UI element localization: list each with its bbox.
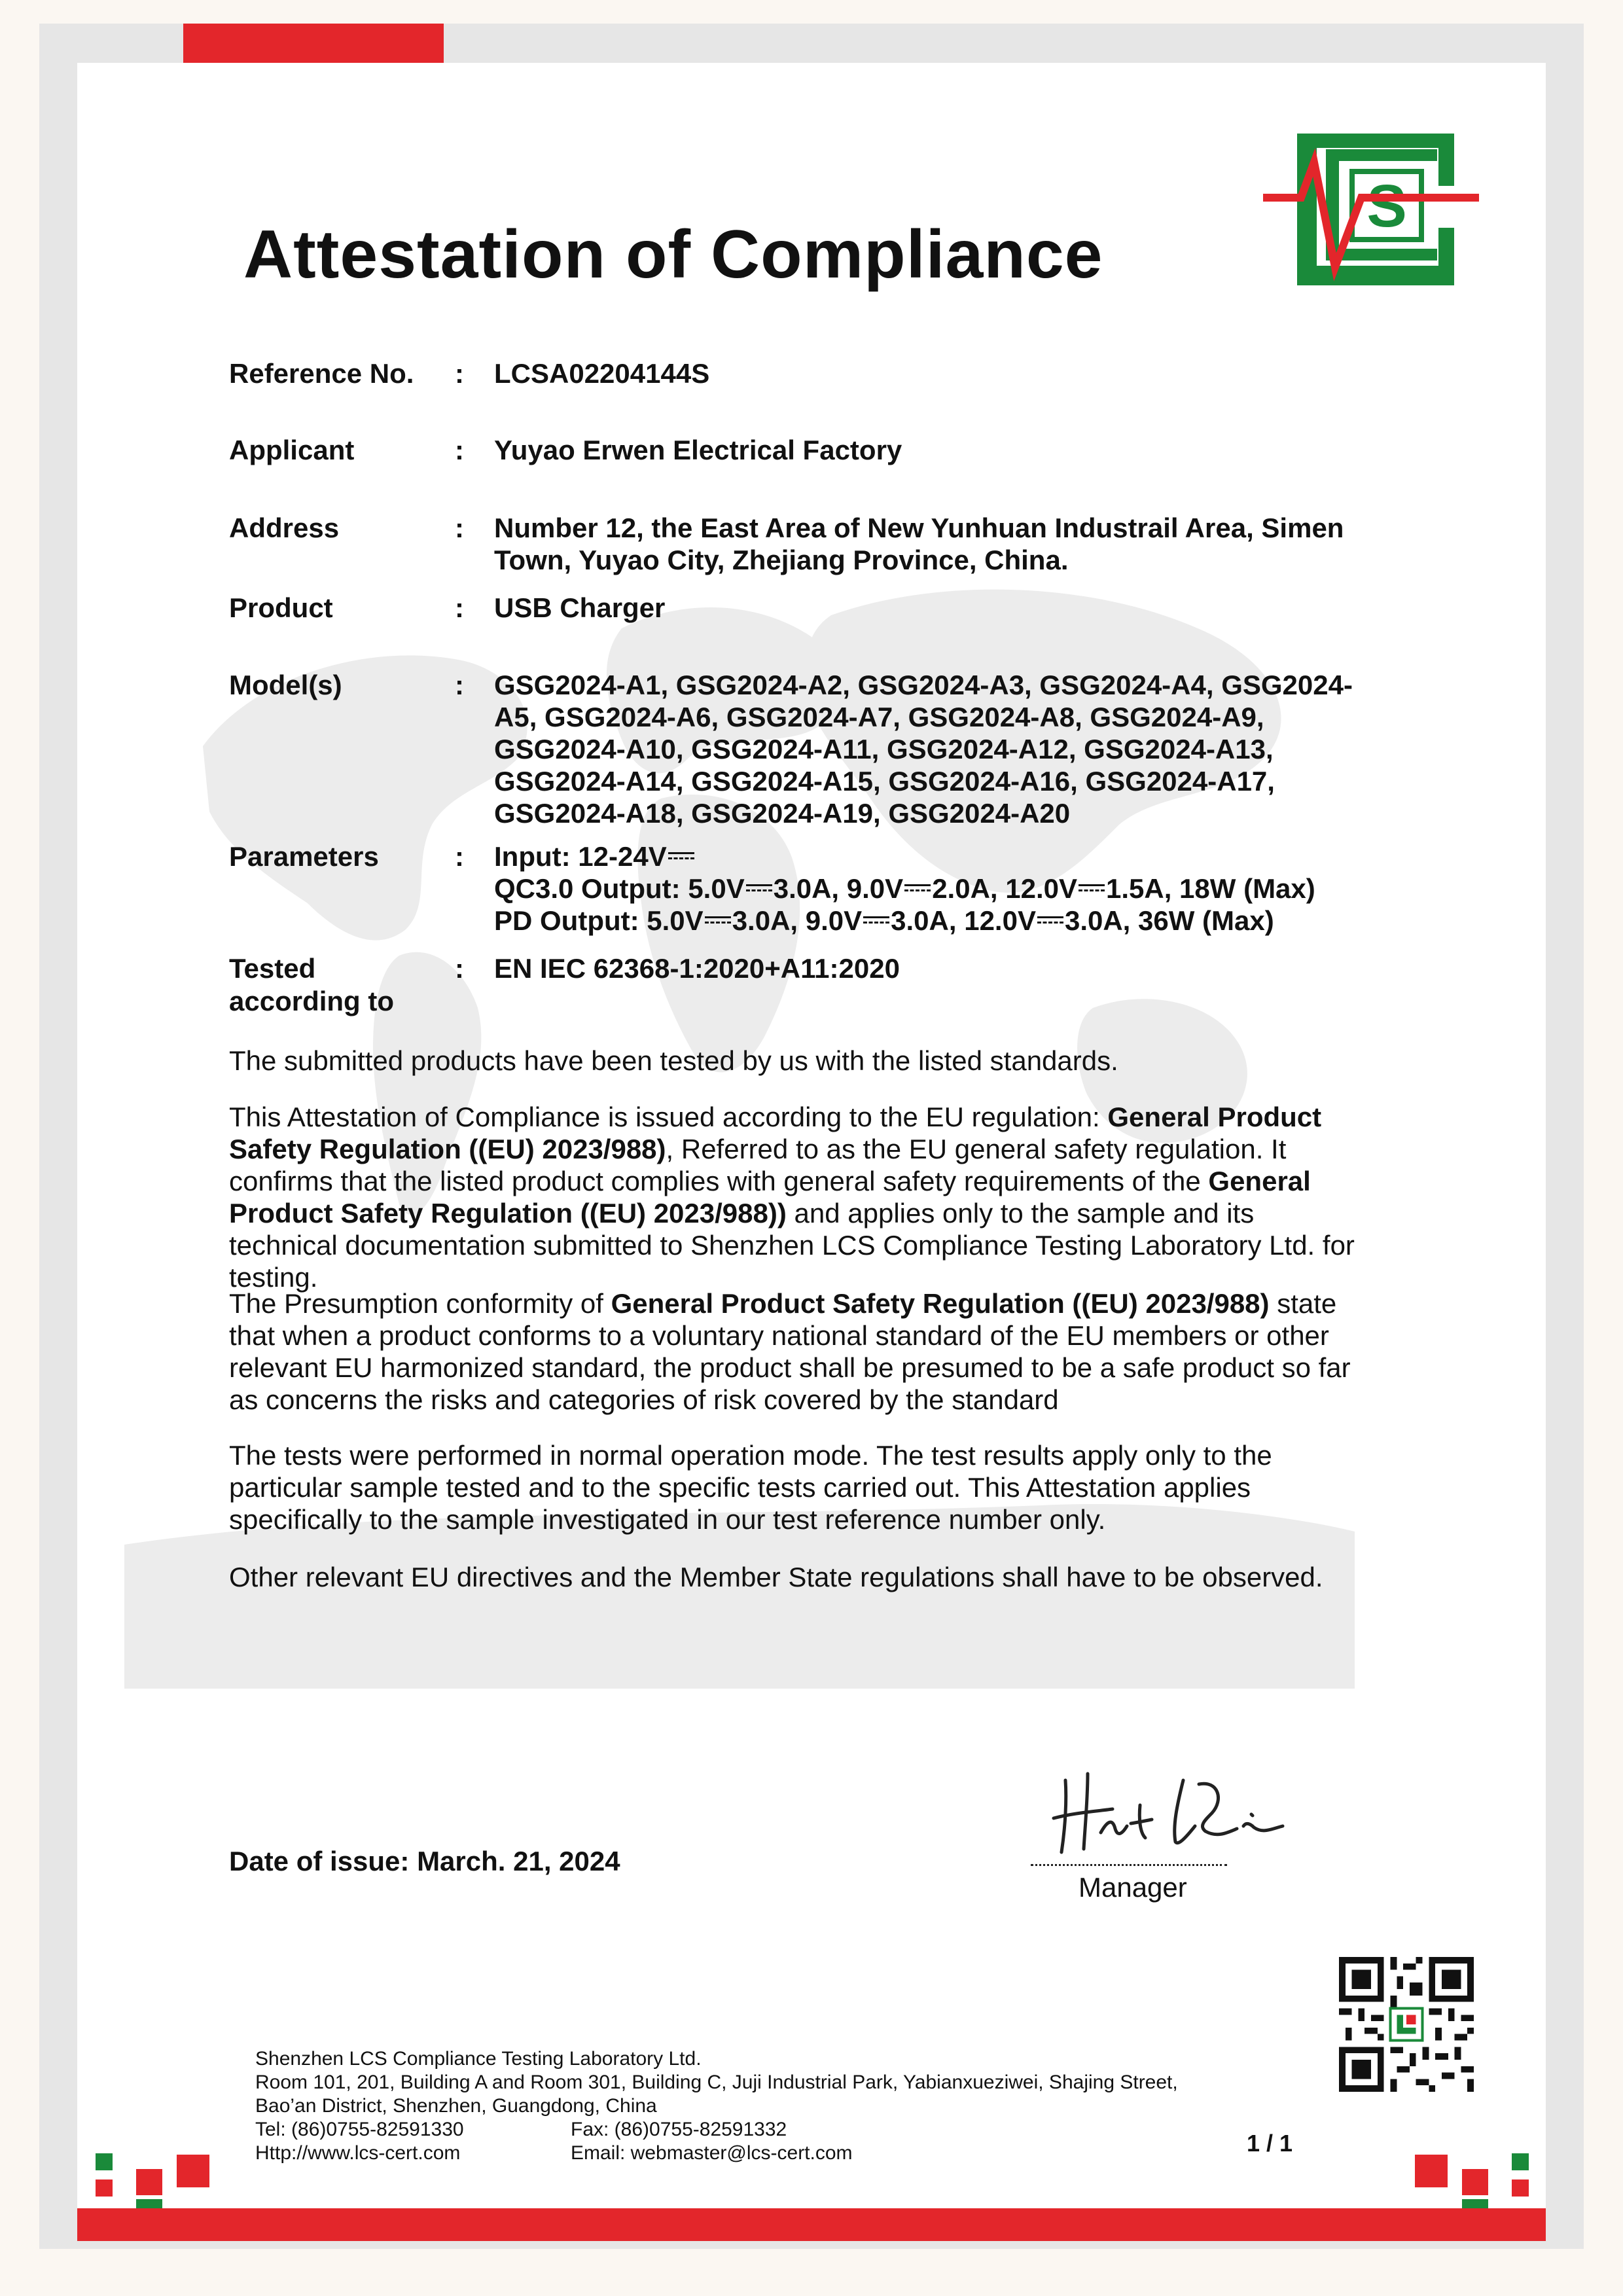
parameter-input: Input: 12-24V xyxy=(494,840,1371,872)
bottom-red-bar xyxy=(77,2208,1546,2241)
models-line: GSG2024-A1, GSG2024-A2, GSG2024-A3, GSG2024-A4, GSG2024- xyxy=(494,670,1353,700)
dc-symbol-icon xyxy=(904,884,931,894)
footer-contact xyxy=(255,2047,1257,2165)
footer-company: Shenzhen LCS Compliance Testing Laboratory Ltd. xyxy=(255,2048,702,2070)
field-label-parameters: Parameters xyxy=(229,841,379,872)
dc-symbol-icon xyxy=(1079,884,1105,894)
footer-fax: Fax: (86)0755-82591332 xyxy=(571,2119,787,2140)
field-colon: : xyxy=(455,592,464,623)
address-line: Town, Yuyao City, Zhejiang Province, China. xyxy=(494,545,1069,575)
field-colon: : xyxy=(455,435,464,465)
paragraph-regulation: This Attestation of Compliance is issued according to the EU regulation: General Product Safety Regulation ((EU) 2023/988), Referred to as the EU general safety regulation. It confirms that the listed product complies with general safety requirements of the General Product Safety Regulation ((EU) 2023/988)) and applies only to the sample and its technical documentation submitted to Shenzhen LCS Compliance Testing Laboratory Ltd. for testing. xyxy=(229,1102,1355,1293)
top-red-bar xyxy=(183,24,444,63)
standard-value: EN IEC 62368-1:2020+A11:2020 xyxy=(494,953,900,984)
footer-website: Http://www.lcs-cert.com xyxy=(255,2142,461,2164)
field-colon: : xyxy=(455,358,464,389)
signatory-title: Manager xyxy=(1079,1872,1187,1903)
field-label-reference: Reference No. xyxy=(229,358,414,389)
product-value: USB Charger xyxy=(494,592,666,623)
address-line: Number 12, the East Area of New Yunhuan Industrail Area, Simen xyxy=(494,512,1344,543)
field-label-tested: Tested according to xyxy=(229,953,395,1016)
footer-web-row xyxy=(255,2142,1257,2165)
field-colon: : xyxy=(455,670,464,700)
paragraph-test-mode: The tests were performed in normal operation mode. The test results apply only to the particular sample tested and to the specific tests carried out. This Attestation applies specifically to the sample investigated in our test reference number only. xyxy=(229,1440,1272,1535)
paragraph-presumption: The Presumption conformity of General Product Safety Regulation ((EU) 2023/988) state that when a product conforms to a voluntary national standard of the EU members or other relevant EU harmonized standard, the product shall be presumed to be a safe product so far as concerns the risks and categories of risk covered by the standard xyxy=(229,1288,1351,1415)
page-title: Attestation of Compliance xyxy=(243,217,1103,293)
models-value xyxy=(494,669,1371,829)
applicant-name: Yuyao Erwen Electrical Factory xyxy=(494,435,902,465)
field-label-models: Model(s) xyxy=(229,670,342,700)
field-label-address: Address xyxy=(229,512,340,543)
lcs-logo xyxy=(1263,130,1479,293)
models-line: GSG2024-A18, GSG2024-A19, GSG2024-A20 xyxy=(494,798,1071,829)
footer-address-line: Bao’an District, Shenzhen, Guangdong, China xyxy=(255,2095,657,2117)
dc-symbol-icon xyxy=(863,916,889,926)
paragraph-other-directives: Other relevant EU directives and the Member State regulations shall have to be observed. xyxy=(229,1562,1323,1592)
field-colon: : xyxy=(455,953,464,984)
parameter-pd-output: PD Output: 5.0V 3.0A, 9.0V 3.0A, 12.0V 3.0A, 36W (Max) xyxy=(494,905,1274,936)
footer-address-line: Room 101, 201, Building A and Room 301, Building C, Juji Industrial Park, Yabianxueziwei, Shajing Street, xyxy=(255,2072,1178,2093)
field-label-applicant: Applicant xyxy=(229,435,355,465)
handwritten-signature xyxy=(1047,1761,1296,1865)
dc-symbol-icon xyxy=(705,916,731,926)
paragraph-tested-statement: The submitted products have been tested by us with the listed standards. xyxy=(229,1045,1118,1076)
field-colon: : xyxy=(455,841,464,872)
footer-phone-row xyxy=(255,2118,1257,2142)
address-value xyxy=(494,512,1371,576)
models-line: A5, GSG2024-A6, GSG2024-A7, GSG2024-A8, GSG2024-A9, xyxy=(494,702,1264,732)
models-line: GSG2024-A14, GSG2024-A15, GSG2024-A16, GSG2024-A17, xyxy=(494,766,1275,797)
qr-code xyxy=(1339,1957,1474,2092)
parameter-qc-output: QC3.0 Output: 5.0V 3.0A, 9.0V 2.0A, 12.0V 1.5A, 18W (Max) xyxy=(494,873,1315,904)
reference-number: LCSA02204144S xyxy=(494,358,710,389)
dc-symbol-icon xyxy=(746,884,772,894)
footer-email: Email: webmaster@lcs-cert.com xyxy=(571,2142,853,2164)
dc-symbol-icon xyxy=(668,852,694,862)
footer-tel: Tel: (86)0755-82591330 xyxy=(255,2119,464,2140)
models-line: GSG2024-A10, GSG2024-A11, GSG2024-A12, GSG2024-A13, xyxy=(494,734,1274,764)
page-number: 1 / 1 xyxy=(1247,2130,1293,2157)
field-label-product: Product xyxy=(229,592,333,623)
field-colon: : xyxy=(455,512,464,543)
svg-text:S: S xyxy=(1366,173,1407,240)
dc-symbol-icon xyxy=(1037,916,1063,926)
parameters-value xyxy=(494,840,1371,937)
date-of-issue: Date of issue: March. 21, 2024 xyxy=(229,1846,620,1876)
signature-line xyxy=(1031,1864,1227,1866)
